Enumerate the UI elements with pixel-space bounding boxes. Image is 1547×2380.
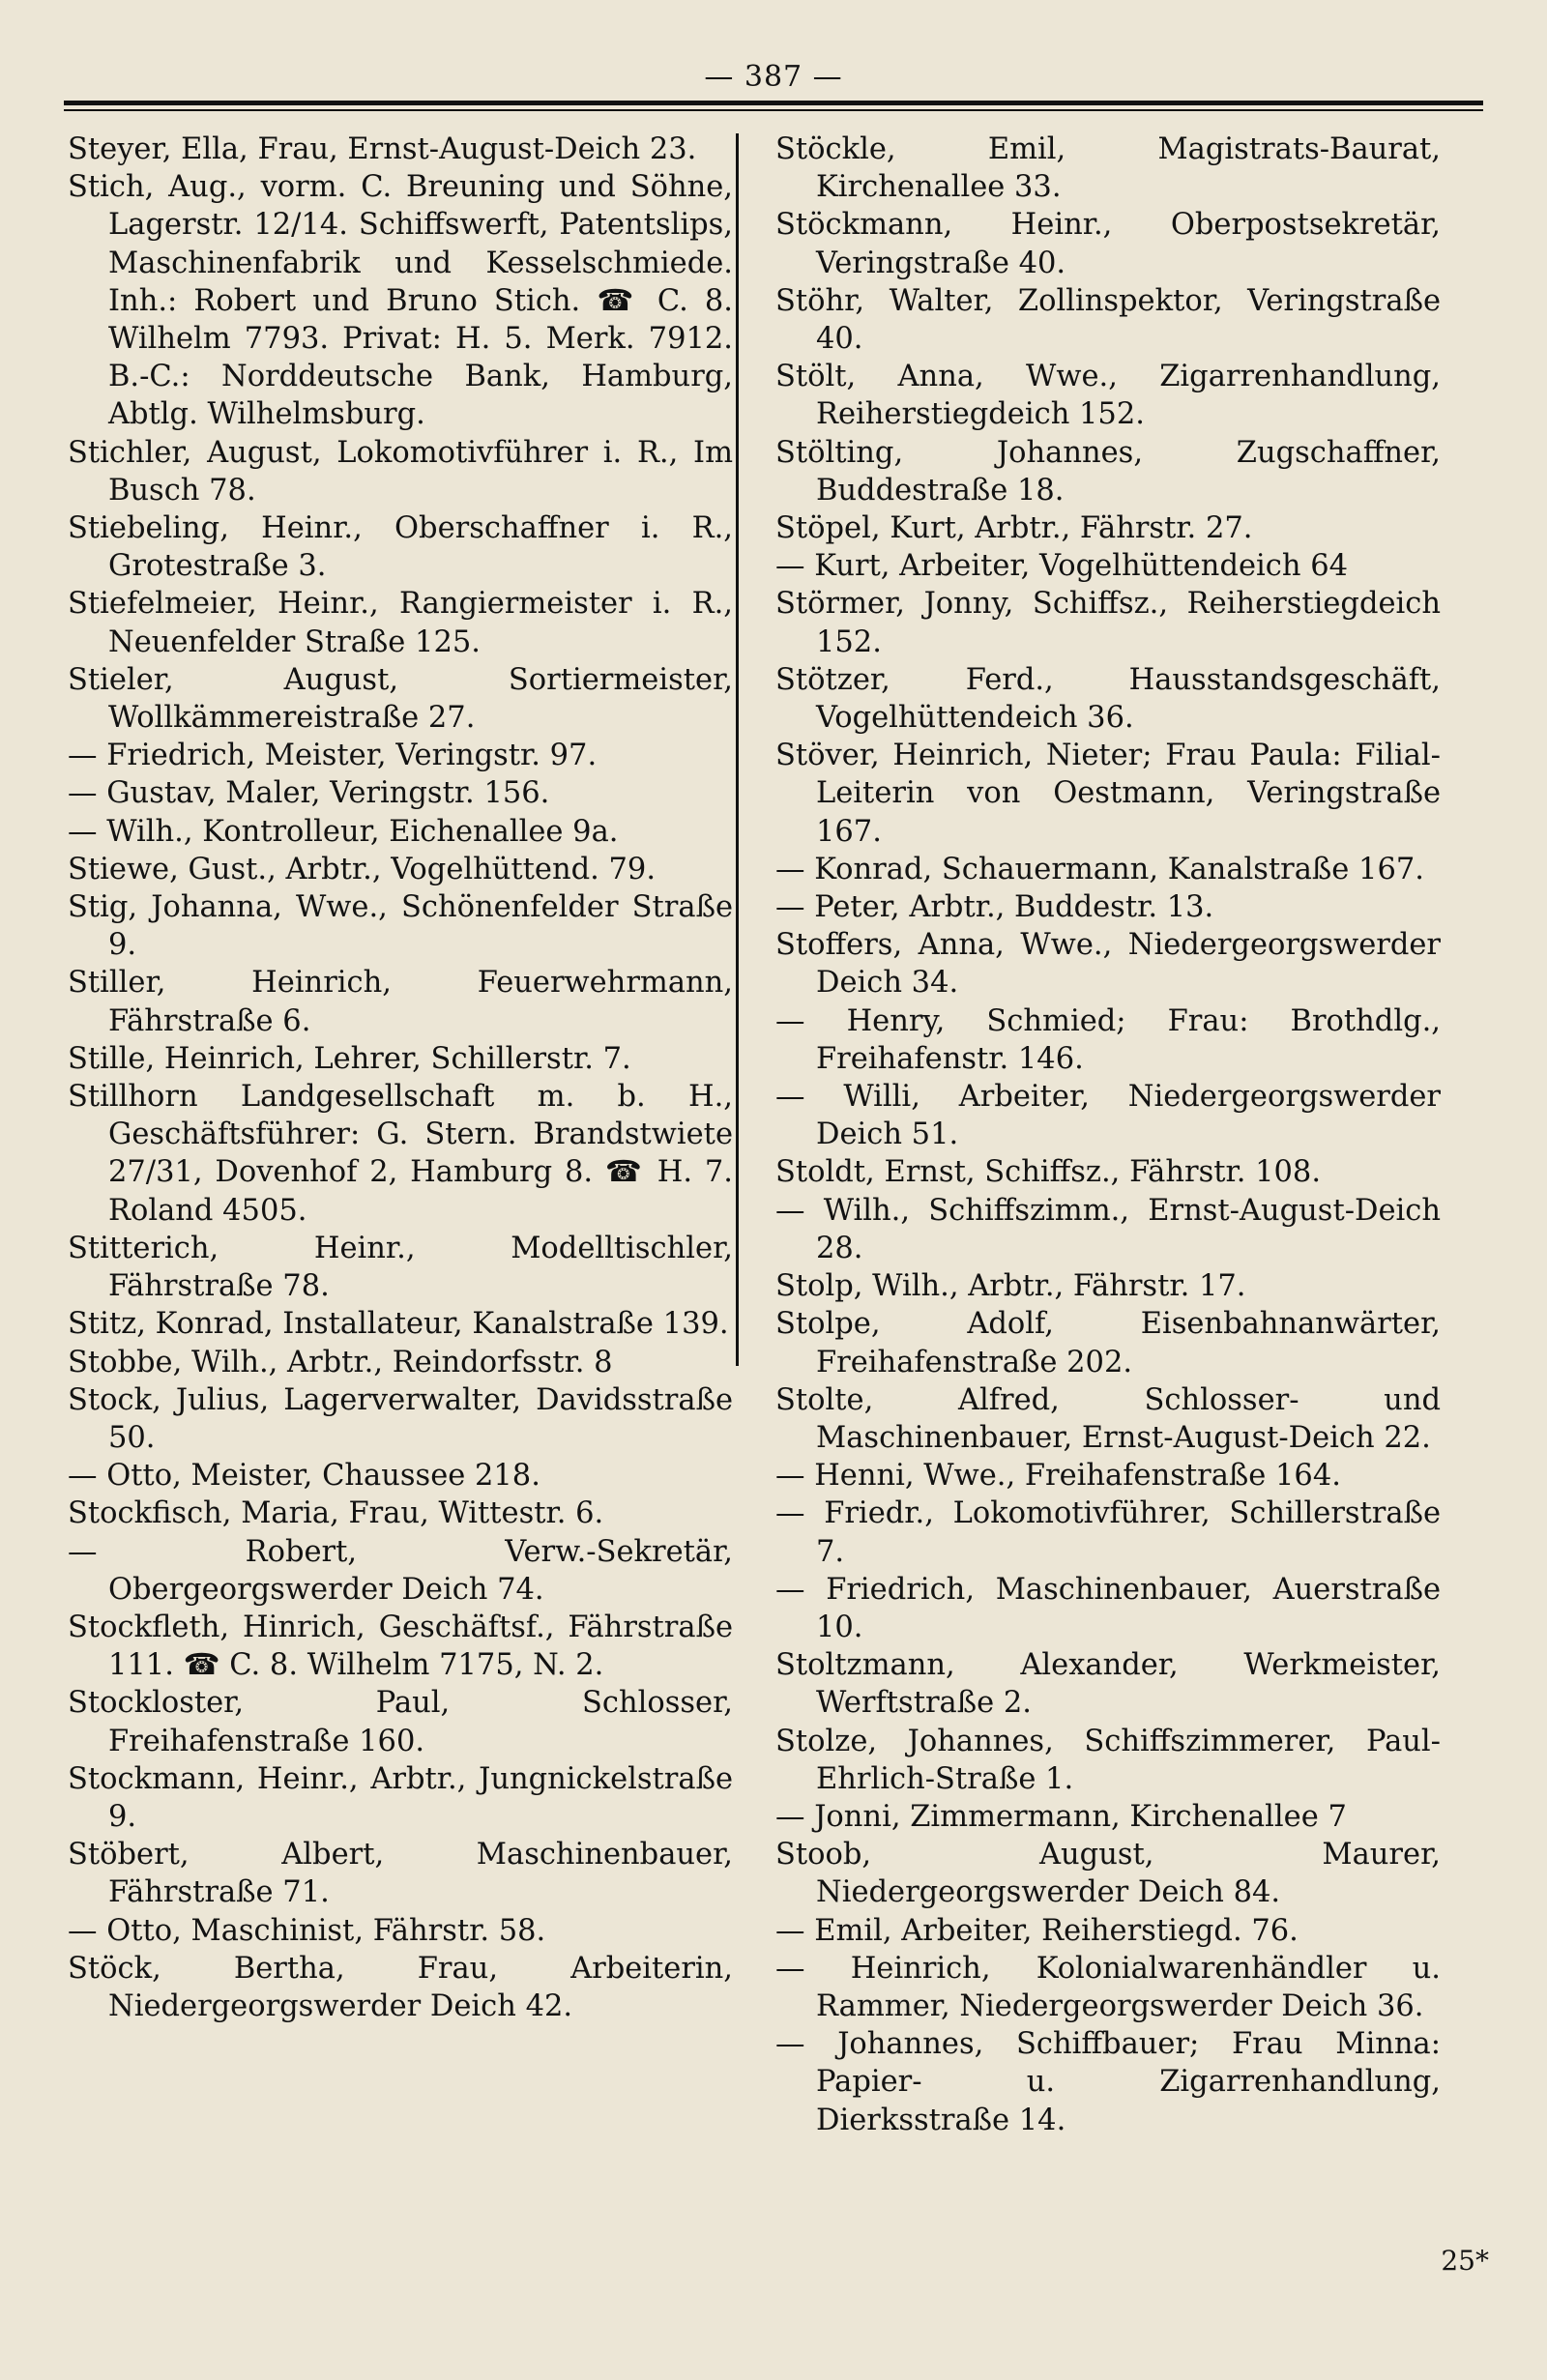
directory-entry: — Heinrich, Kolonialwarenhändler u. Rammer, Niedergeorgswerder Deich 36. xyxy=(775,1951,1441,2023)
directory-entry: Stoldt, Ernst, Schiffsz., Fährstr. 108. xyxy=(775,1155,1322,1190)
page-number: — 387 — xyxy=(704,60,843,94)
directory-entry: Stöpel, Kurt, Arbtr., Fährstr. 27. xyxy=(775,511,1253,546)
directory-entry: — Henry, Schmied; Frau: Brothdlg., Freihafenstr. 146. xyxy=(775,1003,1441,1076)
directory-entry: Stichler, August, Lokomotivführer i. R., Im Busch 78. xyxy=(68,435,733,508)
directory-entry: — Wilh., Kontrolleur, Eichenallee 9a. xyxy=(68,814,619,849)
directory-entry: — Willi, Arbeiter, Niedergeorgswerder Deich 51. xyxy=(775,1080,1441,1152)
directory-entry: Stöckle, Emil, Magistrats-Baurat, Kirchenallee 33. xyxy=(775,132,1441,205)
directory-entry: Stiewe, Gust., Arbtr., Vogelhüttend. 79. xyxy=(68,852,657,886)
directory-entry: Stitz, Konrad, Installateur, Kanalstraße 139. xyxy=(68,1307,729,1342)
directory-entry: Störmer, Jonny, Schiffsz., Reiherstiegdeich 152. xyxy=(775,587,1441,659)
directory-entry: Stolpe, Adolf, Eisenbahnanwärter, Freihafenstraße 202. xyxy=(775,1307,1441,1379)
directory-entry: Stille, Heinrich, Lehrer, Schillerstr. 7. xyxy=(68,1041,631,1076)
directory-entry: — Friedrich, Meister, Veringstr. 97. xyxy=(68,739,598,773)
signature-mark: 25* xyxy=(1441,2245,1489,2277)
directory-entry: Stillhorn Landgesellschaft m. b. H., Geschäftsführer: G. Stern. Brandstwiete 27/31, Dovenhof 2, Hamburg 8. ☎ H. 7. Roland 4505. xyxy=(68,1080,733,1228)
directory-entry: Stoltzmann, Alexander, Werkmeister, Werftstraße 2. xyxy=(775,1648,1441,1721)
directory-entry: Stölt, Anna, Wwe., Zigarrenhandlung, Reiherstiegdeich 152. xyxy=(775,360,1441,432)
right-column xyxy=(775,131,1441,2139)
directory-entry: Stitterich, Heinr., Modelltischler, Fährstraße 78. xyxy=(68,1231,733,1304)
directory-entry: Stöckmann, Heinr., Oberpostsekretär, Veringstraße 40. xyxy=(775,208,1441,280)
directory-entry: Stölting, Johannes, Zugschaffner, Buddestraße 18. xyxy=(775,435,1441,508)
directory-entry: Stötzer, Ferd., Hausstandsgeschäft, Vogelhüttendeich 36. xyxy=(775,662,1441,736)
directory-entry: Stich, Aug., vorm. C. Breuning und Söhne, Lagerstr. 12/14. Schiffswerft, Patentslips, Maschinenfabrik und Kesselschmiede. Inh.: Robert und Bruno Stich. ☎ C. 8. Wilhelm 7793. Privat: H. 5. Merk. 7912. B.-C.: Norddeutsche Bank, Hamburg, Abtlg. Wilhelmsburg. xyxy=(68,170,733,432)
directory-entry: Stoob, August, Maurer, Niedergeorgswerder Deich 84. xyxy=(775,1838,1441,1910)
directory-entry: — Wilh., Schiffszimm., Ernst-August-Deich 28. xyxy=(775,1193,1441,1265)
directory-entry: Stöck, Bertha, Frau, Arbeiterin, Niedergeorgswerder Deich 42. xyxy=(68,1951,733,2023)
directory-entry: Steyer, Ella, Frau, Ernst-August-Deich 23. xyxy=(68,132,697,166)
directory-entry: — Gustav, Maler, Veringstr. 156. xyxy=(68,776,550,811)
directory-entry: Stöhr, Walter, Zollinspektor, Veringstraße 40. xyxy=(775,283,1441,357)
directory-entry: Stolp, Wilh., Arbtr., Fährstr. 17. xyxy=(775,1269,1246,1304)
directory-entry: Stoffers, Anna, Wwe., Niedergeorgswerder Deich 34. xyxy=(775,928,1441,1001)
directory-entry: Stöver, Heinrich, Nieter; Frau Paula: Filial-Leiterin von Oestmann, Veringstraße 167. xyxy=(775,739,1441,849)
directory-entry: Stieler, August, Sortiermeister, Wollkämmereistraße 27. xyxy=(68,662,733,736)
directory-entry: — Otto, Meister, Chaussee 218. xyxy=(68,1459,540,1494)
directory-entry: Stiebeling, Heinr., Oberschaffner i. R., Grotestraße 3. xyxy=(68,511,733,584)
directory-entry: — Emil, Arbeiter, Reiherstiegd. 76. xyxy=(775,1913,1299,1948)
directory-entry: Stockfleth, Hinrich, Geschäftsf., Fährstraße 111. ☎ C. 8. Wilhelm 7175, N. 2. xyxy=(68,1610,733,1683)
directory-entry: Stöbert, Albert, Maschinenbauer, Fährstraße 71. xyxy=(68,1838,733,1910)
directory-entry: — Friedr., Lokomotivführer, Schillerstraße 7. xyxy=(775,1496,1441,1569)
directory-entry: — Peter, Arbtr., Buddestr. 13. xyxy=(775,890,1214,925)
directory-entry: — Johannes, Schiffbauer; Frau Minna: Papier- u. Zigarrenhandlung, Dierksstraße 14. xyxy=(775,2027,1441,2137)
directory-entry: — Kurt, Arbeiter, Vogelhüttendeich 64 xyxy=(775,549,1349,584)
directory-entry: Stiller, Heinrich, Feuerwehrmann, Fährstraße 6. xyxy=(68,966,733,1038)
directory-entry: — Friedrich, Maschinenbauer, Auerstraße 10. xyxy=(775,1572,1441,1644)
directory-entry: Stobbe, Wilh., Arbtr., Reindorfsstr. 8 xyxy=(68,1345,613,1379)
directory-entry: Stockfisch, Maria, Frau, Wittestr. 6. xyxy=(68,1496,604,1531)
directory-entry: — Henni, Wwe., Freihafenstraße 164. xyxy=(775,1459,1341,1494)
directory-entry: Stiefelmeier, Heinr., Rangiermeister i. R., Neuenfelder Straße 125. xyxy=(68,587,733,659)
column-divider xyxy=(736,133,739,1366)
directory-entry: Stolze, Johannes, Schiffszimmerer, Paul-Ehrlich-Straße 1. xyxy=(775,1724,1441,1796)
directory-entry: Stockloster, Paul, Schlosser, Freihafenstraße 160. xyxy=(68,1686,733,1758)
directory-entry: — Robert, Verw.-Sekretär, Obergeorgswerder Deich 74. xyxy=(68,1534,733,1607)
left-column xyxy=(68,131,733,2025)
directory-entry: — Otto, Maschinist, Fährstr. 58. xyxy=(68,1913,546,1948)
directory-entry: — Jonni, Zimmermann, Kirchenallee 7 xyxy=(775,1799,1347,1834)
directory-entry: Stolte, Alfred, Schlosser- und Maschinenbauer, Ernst-August-Deich 22. xyxy=(775,1382,1441,1455)
directory-entry: Stockmann, Heinr., Arbtr., Jungnickelstraße 9. xyxy=(68,1761,733,1834)
directory-entry: Stock, Julius, Lagerverwalter, Davidsstraße 50. xyxy=(68,1382,733,1455)
directory-entry: Stig, Johanna, Wwe., Schönenfelder Straße 9. xyxy=(68,890,733,963)
directory-entry: — Konrad, Schauermann, Kanalstraße 167. xyxy=(775,852,1424,886)
header-rule-thin xyxy=(64,109,1483,111)
header-rule-thick xyxy=(64,101,1483,105)
